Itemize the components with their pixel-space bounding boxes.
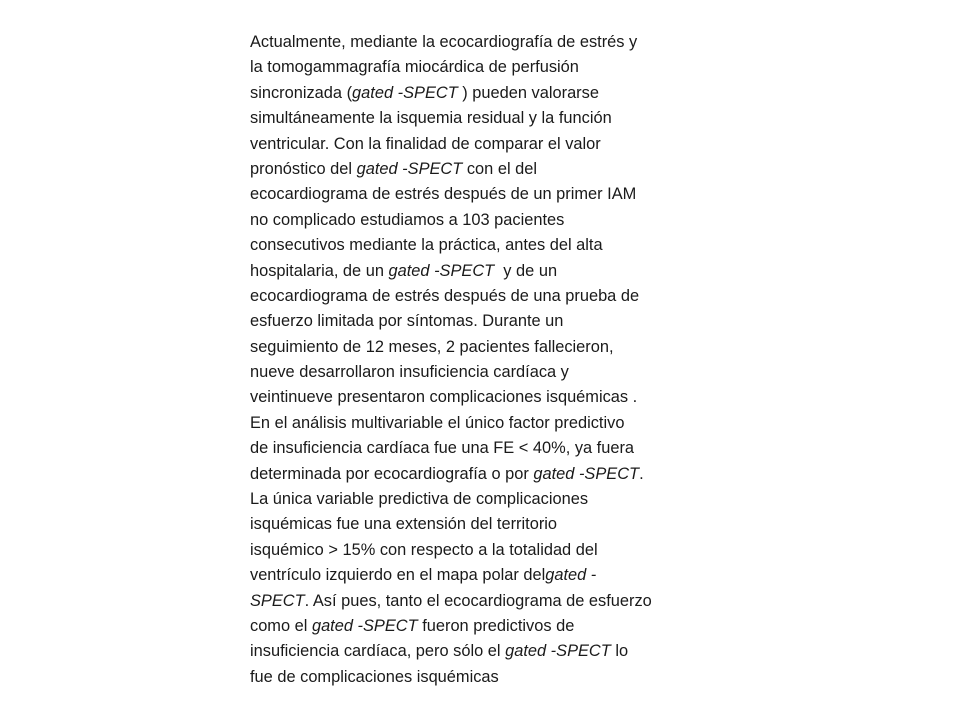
- text-segment: ) pueden valorarse: [462, 83, 599, 102]
- text-line: [250, 157, 720, 182]
- text-segment: insuficiencia cardíaca, pero sólo el: [250, 642, 506, 661]
- text-line: [250, 665, 720, 690]
- text-segment: ventricular. Con la finalidad de comparar el valor: [250, 134, 601, 153]
- italic-text-segment: gated -SPECT: [352, 83, 463, 102]
- text-segment: ventrículo izquierdo en el mapa polar del: [250, 566, 546, 585]
- text-segment: y de un: [494, 261, 558, 280]
- text-line: [250, 639, 720, 664]
- text-line: [250, 563, 720, 588]
- text-line: [250, 309, 720, 334]
- text-segment: ecocardiograma de estrés después de una prueba de: [250, 286, 640, 305]
- italic-text-segment: SPECT: [250, 591, 305, 610]
- text-line: [250, 589, 720, 614]
- text-segment: isquémico > 15% con respecto a la totalidad del: [250, 540, 598, 559]
- text-segment: lo: [610, 642, 629, 661]
- text-line: [250, 182, 720, 207]
- text-line: [250, 132, 720, 157]
- italic-text-segment: gated -SPECT: [505, 642, 611, 661]
- text-segment: con el del: [462, 159, 538, 178]
- text-segment: consecutivos mediante la práctica, antes del alta: [250, 236, 603, 255]
- text-segment: simultáneamente la isquemia residual y la función: [250, 109, 612, 128]
- text-segment: En el análisis multivariable el único factor predictivo: [250, 413, 625, 432]
- text-segment: fueron predictivos de: [417, 616, 575, 635]
- text-line: [250, 208, 720, 233]
- text-segment: ecocardiograma de estrés después de un primer IAM: [250, 185, 637, 204]
- text-line: [250, 81, 720, 106]
- text-segment: determinada por ecocardiografía o por: [250, 464, 534, 483]
- abstract-text-block: [250, 30, 720, 690]
- italic-text-segment: gated -SPECT: [388, 261, 495, 280]
- italic-text-segment: gated -SPECT: [311, 616, 418, 635]
- text-line: [250, 411, 720, 436]
- text-segment: .: [639, 464, 644, 483]
- text-line: [250, 106, 720, 131]
- italic-text-segment: gated -SPECT: [533, 464, 640, 483]
- italic-text-segment: gated -: [545, 566, 597, 585]
- text-segment: veintinueve presentaron complicaciones isquémicas .: [250, 388, 638, 407]
- text-line: [250, 259, 720, 284]
- text-line: [250, 385, 720, 410]
- text-line: [250, 335, 720, 360]
- text-line: [250, 55, 720, 80]
- text-segment: sincronizada (: [250, 83, 353, 102]
- italic-text-segment: gated -SPECT: [356, 159, 463, 178]
- text-segment: Actualmente, mediante la ecocardiografía de estrés y: [250, 33, 638, 51]
- text-segment: hospitalaria, de un: [250, 261, 389, 280]
- text-line: [250, 614, 720, 639]
- text-segment: no complicado estudiamos a 103 pacientes: [250, 210, 565, 229]
- text-segment: esfuerzo limitada por síntomas. Durante un: [250, 312, 564, 331]
- text-line: [250, 284, 720, 309]
- text-line: [250, 512, 720, 537]
- text-segment: seguimiento de 12 meses, 2 pacientes fallecieron,: [250, 337, 614, 356]
- text-line: [250, 436, 720, 461]
- text-segment: como el: [250, 616, 312, 635]
- text-segment: la tomogammagrafía miocárdica de perfusión: [250, 58, 579, 77]
- text-line: [250, 233, 720, 258]
- text-line: [250, 538, 720, 563]
- text-line: [250, 487, 720, 512]
- text-line: [250, 360, 720, 385]
- text-segment: de insuficiencia cardíaca fue una FE < 40%, ya fuera: [250, 439, 635, 458]
- text-line: [250, 30, 720, 55]
- text-segment: pronóstico del: [250, 159, 357, 178]
- text-line: [250, 462, 720, 487]
- text-segment: isquémicas fue una extensión del territorio: [250, 515, 558, 534]
- text-segment: fue de complicaciones isquémicas: [250, 667, 499, 686]
- text-segment: . Así pues, tanto el ecocardiograma de esfuerzo: [304, 591, 652, 610]
- text-segment: nueve desarrollaron insuficiencia cardíaca y: [250, 363, 569, 382]
- text-segment: La única variable predictiva de complicaciones: [250, 490, 589, 509]
